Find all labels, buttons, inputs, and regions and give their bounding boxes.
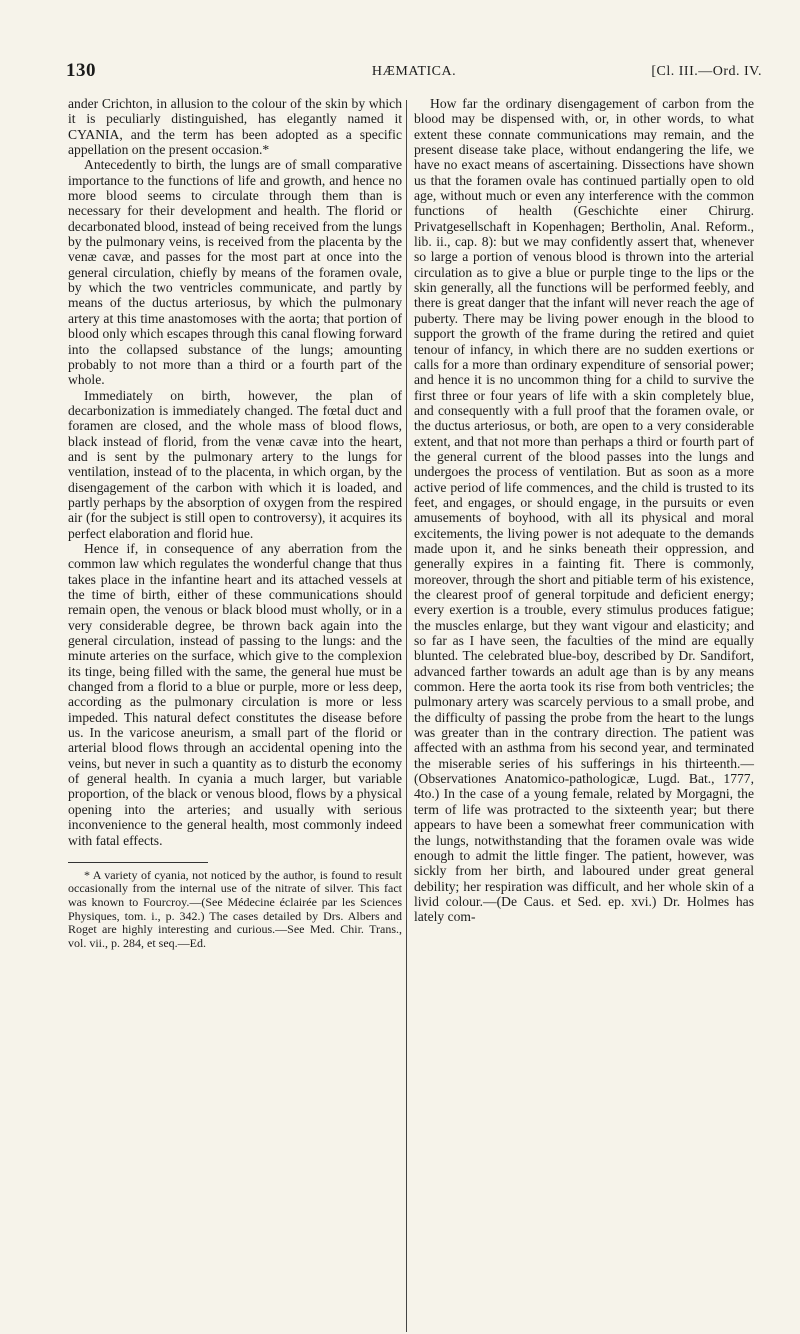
column-divider xyxy=(406,100,407,1332)
running-title: HÆMATICA. xyxy=(371,64,457,79)
paragraph: Immediately on birth, however, the plan of decarbonization is immediately changed. The fœtal duct and foramen are closed, and the whole mass of blood flows, black instead of florid, from the venæ cavæ into the heart, and is sent by the pulmonary artery to the lungs for ventilation, instead of to the placenta, in which organ, by the disengagement of the carbon with which it is loaded, and partly perhaps by the absorption of oxygen from the respired air (for the subject is still open to controversy), it acquires its perfect elaboration and florid hue. xyxy=(68,387,402,541)
paragraph: Hence if, in consequence of any aberration from the common law which regulates the wonderful change that thus takes place in the infantine heart and its attached vessels at the time of birth, either of these communications should remain open, the venous or black blood must wholly, or in a very considerable degree, be thrown back again into the general circulation, instead of passing to the lungs: and the minute arteries on the surface, which give to the complexion its tinge, being filled with the same, the general hue must be changed from a florid to a blue or purple, more or less deep, according as the pulmonary circulation is more or less impeded. This natural defect constitutes the disease before us. In the varicose aneurism, a small part of the florid or arterial blood flows through an accidental opening into the veins, but never in such a quantity as to disturb the economy of general health. In cyania a much larger, but variable proportion, of the black or venous blood, flows by a physical opening into the arteries; and usually with serious inconvenience to the general health, most commonly indeed with fatal effects. xyxy=(68,540,402,848)
page-number: 130 xyxy=(66,60,96,81)
paragraph: Antecedently to birth, the lungs are of small comparative importance to the functions of life and growth, and hence no more blood seems to circulate through them than is necessary for their development and health. The florid or decarbonated blood, instead of being received from the lungs by the pulmonary veins, is received from the placenta by the venæ cavæ, and passes for the most part at once into the general circulation, chiefly by means of the foramen ovale, by which the two ventricles communicate, and partly by means of the ductus arteriosus, by which the pulmonary artery at this time anastomoses with the aorta; that portion of blood only which escapes through this canal flowing forward into the collapsed substance of the lungs; amounting probably to not more than a third or a fourth part of the whole. xyxy=(68,157,402,388)
right-column xyxy=(414,96,754,925)
left-column xyxy=(68,96,402,950)
running-header xyxy=(66,60,762,84)
paragraph: ander Crichton, in allusion to the colour of the skin by which it is peculiarly distinguished, has elegantly named it CYANIA, and the term has been adopted as a specific appellation on the present occasion.* xyxy=(68,96,402,158)
footnote: * A variety of cyania, not noticed by the author, is found to result occasionally from the internal use of the nitrate of silver. This fact was known to Fourcroy.—(See Médecine éclairée par les Sciences Physiques, tom. i., p. 342.) The cases detailed by Drs. Albers and Roget are highly interesting and curious.—See Med. Chir. Trans., vol. vii., p. 284, et seq.—Ed. xyxy=(68,867,402,950)
paragraph: How far the ordinary disengagement of carbon from the blood may be dispensed with, or, in other words, to what extent these connate communications may remain, and the present disease take place, without endangering the life, we have no exact means of ascertaining. Dissections have shown us that the foramen ovale has continued partially open to old age, without much or even any interference with the common functions of health (Geschichte einer Chirurg. Privatgesellschaft in Kopenhagen; Bertholin, Anal. Reform., lib. ii., cap. 8): but we may confidently assert that, whenever so large a portion of venous blood is thrown into the arterial circulation as to give a blue or purple tinge to the lips or the skin generally, all the functions will be performed feebly, and there is great danger that the infant will never reach the age of puberty. There may be living power enough in the blood to support the growth of the frame during the retired and quiet tenour of infancy, in which there are no sudden exertions or calls for a more than ordinary expenditure of sensorial power; and hence it is no uncommon thing for a child to survive the first three or four years of life with a skin completely blue, and consequently with a full proof that the foramen ovale, or the ductus arteriosus, or both, are open to a very considerable extent, and that not more than perhaps a third or fourth part of the general current of the blood passes into the lungs and undergoes the process of ventilation. But as soon as a more active period of life commences, and the child is trusted to its feet, and engages, or should engage, in the pursuits or even amusements of boyhood, with all its physical and moral excitements, the living power is not adequate to the demands made upon it, and he sinks beneath their oppression, and generally expires in a fainting fit. There is commonly, moreover, through the short and pitiable term of his existence, the clearest proof of general torpitude and deficient energy; every exertion is a trouble, every stimulus produces fatigue; the muscles enlarge, but they want vigour and elasticity; and so far as I have seen, the faculties of the mind are equally blunted. The celebrated blue-boy, described by Dr. Sandifort, advanced farther towards an adult age than is by any means common. Here the aorta took its rise from both ventricles; the pulmonary artery was scarcely pervious to a small probe, and the difficulty of passing the probe from the heart to the lungs was greater than in the contrary direction. The patient was affected with an asthma from his second year, and terminated the miserable series of his sufferings in his thirteenth.—(Observationes Anatomico-pathologicæ, Lugd. Bat., 1777, 4to.) In the case of a young female, related by Morgagni, the term of life was protracted to the sixteenth year; but there appears to have been a somewhat freer communication with the lungs, notwithstanding that the foramen ovale was wide enough to admit the little finger. The patient, however, was sickly from her birth, and laboured under great general debility; her respiration was difficult, and her whole skin of a livid colour.—(De Caus. et Sed. ep. xvi.) Dr. Holmes has lately com- xyxy=(414,96,754,925)
footnote-rule xyxy=(68,862,208,863)
section-reference: [Cl. III.—Ord. IV. xyxy=(651,64,762,79)
